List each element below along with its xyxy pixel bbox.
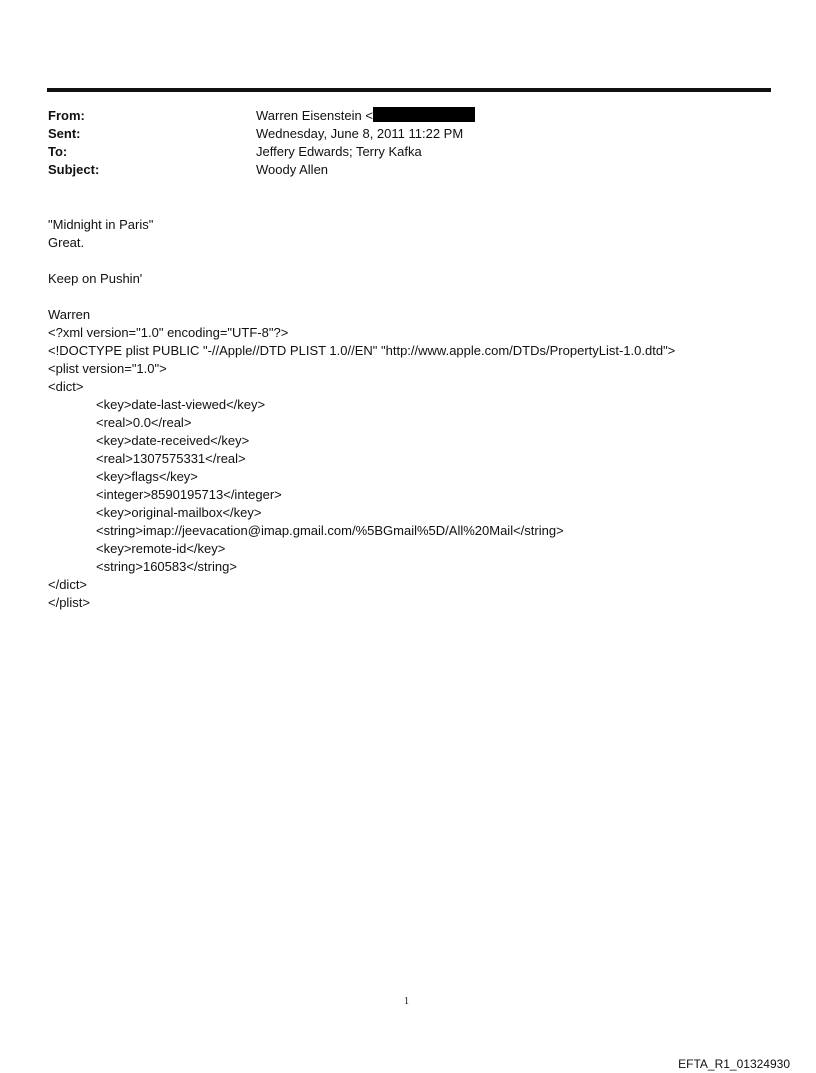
header-rule bbox=[47, 88, 771, 92]
page-number: 1 bbox=[404, 996, 409, 1007]
plist-entry: <string>imap://jeevacation@imap.gmail.com/%5BGmail%5D/All%20Mail</string> bbox=[96, 523, 564, 538]
to-label: To: bbox=[48, 144, 68, 159]
plist-entry: <real>1307575331</real> bbox=[96, 451, 246, 466]
plist-entry: <real>0.0</real> bbox=[96, 415, 192, 430]
dict-close: </dict> bbox=[48, 577, 88, 592]
from-label: From: bbox=[48, 108, 85, 123]
sent-label: Sent: bbox=[48, 126, 81, 141]
plist-close: </plist> bbox=[48, 595, 90, 610]
plist-open: <plist version="1.0"> bbox=[48, 361, 167, 376]
body-line: Keep on Pushin' bbox=[48, 271, 143, 286]
email-body bbox=[48, 216, 788, 612]
doctype-line: <!DOCTYPE plist PUBLIC "-//Apple//DTD PLIST 1.0//EN" "http://www.apple.com/DTDs/PropertyList-1.0.dtd"> bbox=[48, 343, 676, 358]
from-name: Warren Eisenstein < bbox=[256, 108, 373, 123]
document-id: EFTA_R1_01324930 bbox=[678, 1057, 790, 1071]
body-line: Great. bbox=[48, 235, 85, 250]
email-header bbox=[48, 107, 748, 179]
signature: Warren bbox=[48, 307, 91, 322]
to-row bbox=[48, 143, 748, 161]
plist-entry: <string>160583</string> bbox=[96, 559, 237, 574]
body-line: "Midnight in Paris" bbox=[48, 217, 154, 232]
plist-entry: <key>date-received</key> bbox=[96, 433, 250, 448]
plist-entry: <key>date-last-viewed</key> bbox=[96, 397, 266, 412]
subject-label: Subject: bbox=[48, 162, 100, 177]
sent-row bbox=[48, 125, 748, 143]
from-row bbox=[48, 107, 748, 125]
plist-entry: <key>remote-id</key> bbox=[96, 541, 226, 556]
plist-entry: <key>original-mailbox</key> bbox=[96, 505, 262, 520]
plist-entry: <key>flags</key> bbox=[96, 469, 198, 484]
xml-declaration: <?xml version="1.0" encoding="UTF-8"?> bbox=[48, 325, 289, 340]
redaction-box bbox=[373, 107, 475, 122]
to-value: Jeffery Edwards; Terry Kafka bbox=[256, 144, 422, 159]
dict-open: <dict> bbox=[48, 379, 84, 394]
plist-entry: <integer>8590195713</integer> bbox=[96, 487, 282, 502]
subject-row bbox=[48, 161, 748, 179]
sent-value: Wednesday, June 8, 2011 11:22 PM bbox=[256, 126, 464, 141]
from-value bbox=[256, 107, 748, 125]
subject-value: Woody Allen bbox=[256, 162, 329, 177]
